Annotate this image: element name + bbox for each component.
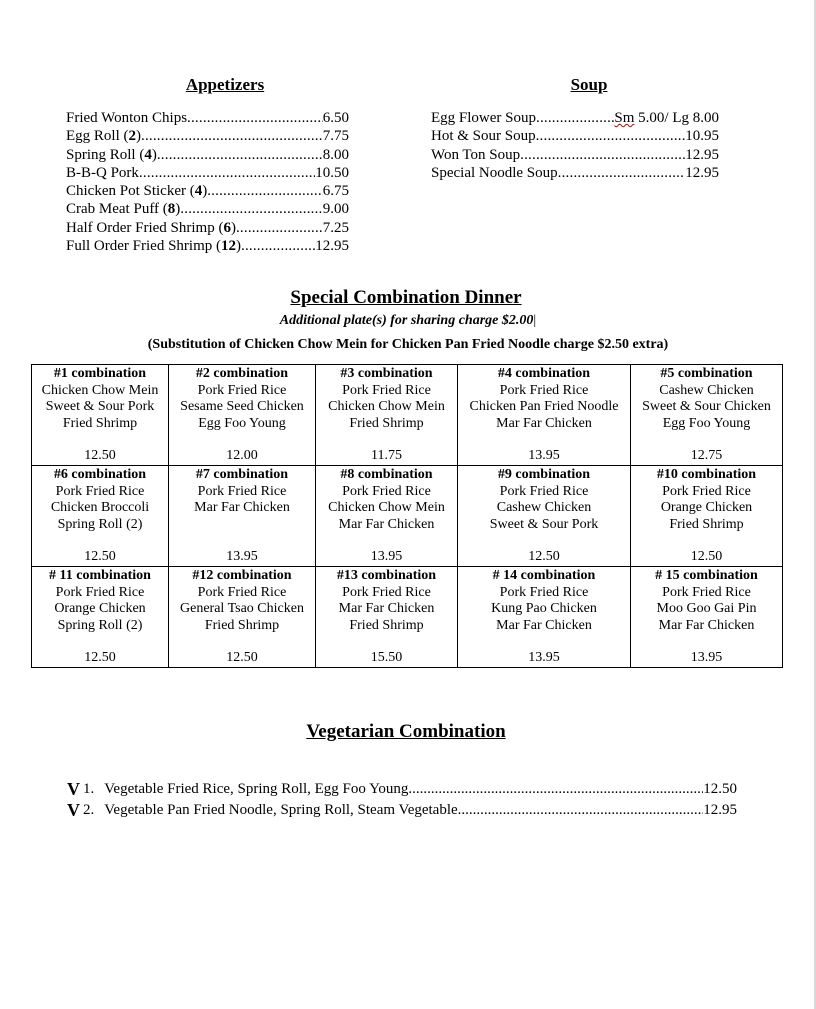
soup-item: [431, 109, 719, 127]
soup-item: [431, 146, 719, 164]
soup-item: [431, 127, 719, 145]
combination-dish: Fried Shrimp: [62, 415, 138, 431]
combination-dish: Kung Pao Chicken: [491, 601, 597, 617]
combination-title: #5 combination: [660, 366, 753, 381]
soup-price: 12.95: [685, 164, 719, 181]
combination-dish: General Tsao Chicken: [180, 601, 304, 617]
soup-price: 12.95: [685, 146, 719, 163]
combination-dish: Pork Fried Rice: [342, 584, 431, 600]
appetizer-name: Chicken Pot Sticker (4): [66, 183, 208, 200]
combination-dish: Pork Fried Rice: [342, 483, 431, 499]
soup-name: Egg Flower Soup: [431, 110, 536, 126]
veg-number: 1.: [83, 781, 95, 797]
veg-price: 12.95: [703, 802, 737, 818]
appetizer-item: [66, 109, 349, 127]
combination-cell: [458, 567, 631, 668]
combination-cell: [631, 567, 783, 668]
vegetarian-list: [67, 779, 737, 821]
dot-leader: [157, 146, 323, 164]
appetizers-heading: Appetizers: [185, 75, 265, 94]
combination-dish: [170, 517, 314, 534]
combination-title: # 15 combination: [655, 568, 758, 583]
combination-cell: [169, 466, 316, 567]
combination-price: 13.95: [226, 549, 258, 565]
combination-dish: Cashew Chicken: [496, 500, 592, 516]
combination-dish: Sweet & Sour Pork: [45, 399, 155, 415]
soup-name: Hot & Sour Soup: [431, 128, 536, 145]
combination-dish: Fried Shrimp: [669, 516, 744, 532]
dot-leader: [141, 127, 323, 145]
appetizer-name: Fried Wonton Chips: [66, 110, 188, 126]
appetizer-price: 8.00: [322, 146, 349, 163]
combination-table: [31, 364, 783, 668]
veg-description: Vegetable Fried Rice, Spring Roll, Egg Foo Young: [104, 781, 409, 797]
combination-price: 15.50: [370, 650, 403, 666]
dot-leader: [236, 219, 323, 237]
dot-leader: [187, 109, 323, 127]
veg-description: Vegetable Pan Fried Noodle, Spring Roll, Steam Vegetable: [104, 802, 458, 818]
veg-number: 2.: [83, 802, 95, 818]
dot-leader: [241, 237, 315, 255]
combination-price: 13.95: [370, 549, 403, 565]
combination-title: #6 combination: [53, 467, 147, 482]
dot-leader: [207, 182, 323, 200]
combination-price: 12.50: [84, 650, 116, 666]
combination-dish: Chicken Chow Mein: [41, 382, 159, 398]
combination-dish: Mar Far Chicken: [496, 617, 592, 633]
combination-title: #4 combination: [497, 366, 591, 381]
combination-dish: Pork Fried Rice: [662, 584, 751, 600]
combination-dish: Fried Shrimp: [349, 617, 424, 633]
combination-cell: [631, 466, 783, 567]
combination-row: [32, 567, 783, 668]
veg-code: V: [67, 779, 80, 799]
appetizer-name: Half Order Fried Shrimp (6): [66, 219, 236, 236]
appetizer-item: [66, 200, 349, 218]
appetizer-name: Egg Roll (2): [66, 128, 141, 145]
combination-dish: Pork Fried Rice: [499, 584, 589, 600]
combination-cell: [316, 567, 458, 668]
combination-price: 13.95: [528, 650, 560, 666]
combination-cell: [32, 365, 169, 466]
appetizer-name: Spring Roll (4): [66, 146, 157, 163]
appetizer-item: [66, 127, 349, 145]
combination-title: #3 combination: [340, 366, 433, 381]
appetizer-item: [66, 146, 349, 164]
combination-cell: [32, 567, 169, 668]
combination-price: 12.75: [690, 448, 723, 464]
combination-dish: Pork Fried Rice: [197, 584, 287, 600]
appetizer-price: 7.25: [322, 219, 349, 236]
combination-dish: Sweet & Sour Pork: [489, 516, 599, 532]
combination-dish: Pork Fried Rice: [499, 382, 589, 398]
dot-leader: [520, 146, 685, 164]
combination-price: 11.75: [371, 448, 402, 464]
soup-price: Sm 5.00/ Lg 8.00: [614, 110, 719, 126]
combination-cell: [316, 466, 458, 567]
combination-dish: Sweet & Sour Chicken: [642, 399, 771, 415]
dot-leader: [180, 200, 322, 218]
appetizer-name: Full Order Fried Shrimp (12): [66, 238, 241, 255]
dot-leader: [536, 127, 686, 145]
combination-dish: Orange Chicken: [660, 500, 753, 516]
soup-item: [431, 164, 719, 182]
combination-title: #8 combination: [340, 467, 433, 482]
dot-leader: [139, 164, 315, 182]
combination-dish: Fried Shrimp: [349, 415, 424, 431]
dot-leader: [458, 800, 704, 821]
combination-dish: Egg Foo Young: [198, 415, 286, 431]
combination-title: #7 combination: [195, 467, 289, 482]
combination-title: #2 combination: [195, 366, 289, 381]
combination-row: [32, 365, 783, 466]
combination-dish: Mar Far Chicken: [658, 617, 755, 633]
vegetarian-item: [67, 800, 737, 821]
dot-leader: [536, 109, 614, 127]
combination-price: 12.50: [84, 549, 116, 565]
combination-cell: [458, 466, 631, 567]
combination-dish: Mar Far Chicken: [194, 500, 290, 516]
combination-dish: Mar Far Chicken: [496, 415, 592, 431]
combination-dish: Chicken Chow Mein: [328, 500, 445, 516]
appetizer-price: 10.50: [315, 164, 349, 181]
combination-dish: Sesame Seed Chicken: [180, 399, 304, 415]
combination-dish: Mar Far Chicken: [338, 601, 435, 617]
soup-name: Special Noodle Soup: [431, 164, 558, 181]
combination-price: 13.95: [690, 650, 723, 666]
combination-dish: Pork Fried Rice: [197, 382, 287, 398]
appetizers-list: [66, 109, 349, 255]
appetizer-item: [66, 237, 349, 255]
combination-cell: [316, 365, 458, 466]
combination-cell: [32, 466, 169, 567]
veg-code: V: [67, 800, 80, 820]
combination-dish: Moo Goo Gai Pin: [656, 601, 757, 617]
veg-price: 12.50: [703, 781, 737, 797]
combination-title: # 11 combination: [49, 568, 151, 583]
combination-title: #9 combination: [497, 467, 591, 482]
appetizer-item: [66, 164, 349, 182]
appetizer-price: 6.50: [322, 110, 349, 126]
combination-cell: [631, 365, 783, 466]
appetizer-price: 7.75: [322, 128, 349, 145]
combination-dish: Cashew Chicken: [659, 382, 754, 398]
combination-dish: Mar Far Chicken: [338, 516, 435, 532]
appetizer-price: 6.75: [322, 183, 349, 200]
combination-title: #12 combination: [192, 568, 292, 583]
appetizer-name: B-B-Q Pork: [66, 164, 139, 181]
combination-dish: Spring Roll (2): [57, 617, 143, 633]
combination-dish: Pork Fried Rice: [342, 382, 431, 398]
combination-title: #10 combination: [656, 467, 757, 482]
soup-price: 10.95: [685, 128, 719, 145]
combination-cell: [458, 365, 631, 466]
combination-dish: Orange Chicken: [54, 601, 146, 617]
combination-dish: Chicken Pan Fried Noodle: [469, 399, 619, 415]
combination-dish: Fried Shrimp: [204, 617, 280, 633]
appetizer-price: 12.95: [315, 238, 349, 255]
combination-dish: Pork Fried Rice: [499, 483, 589, 499]
dot-leader: [558, 164, 686, 182]
combination-dish: Pork Fried Rice: [55, 483, 145, 499]
combination-dish: Pork Fried Rice: [55, 584, 145, 600]
soup-list: [431, 109, 719, 182]
appetizer-item: [66, 219, 349, 237]
combination-dish: Chicken Broccoli: [50, 500, 150, 516]
appetizer-price: 9.00: [322, 201, 349, 218]
vegetarian-heading: Vegetarian Combination: [306, 721, 506, 742]
combination-price: 12.50: [690, 549, 723, 565]
combination-cell: [169, 567, 316, 668]
substitution-note: (Substitution of Chicken Chow Mein for Chicken Pan Fried Noodle charge $2.50 extra): [147, 337, 669, 352]
combination-price: 12.50: [84, 448, 116, 464]
appetizer-item: [66, 182, 349, 200]
combination-dish: Spring Roll (2): [57, 516, 143, 532]
combination-dish: Pork Fried Rice: [662, 483, 751, 499]
soup-heading: Soup: [570, 75, 608, 94]
vegetarian-item: [67, 779, 737, 800]
combination-price: 12.00: [226, 448, 258, 464]
sharing-charge-note: Additional plate(s) for sharing charge $2.00|: [279, 313, 537, 328]
soup-name: Won Ton Soup: [431, 146, 521, 163]
combination-dish: Egg Foo Young: [662, 415, 751, 431]
combination-title: #13 combination: [336, 568, 437, 583]
special-combination-heading: Special Combination Dinner: [290, 287, 522, 308]
combination-title: # 14 combination: [492, 568, 596, 583]
dot-leader: [408, 779, 703, 800]
appetizer-name: Crab Meat Puff (8): [66, 201, 181, 218]
combination-dish: Chicken Chow Mein: [328, 399, 445, 415]
combination-price: 12.50: [226, 650, 258, 666]
combination-row: [32, 466, 783, 567]
combination-cell: [169, 365, 316, 466]
combination-title: #1 combination: [53, 366, 147, 381]
combination-price: 13.95: [528, 448, 560, 464]
combination-price: 12.50: [528, 549, 560, 565]
combination-dish: Pork Fried Rice: [197, 483, 287, 499]
